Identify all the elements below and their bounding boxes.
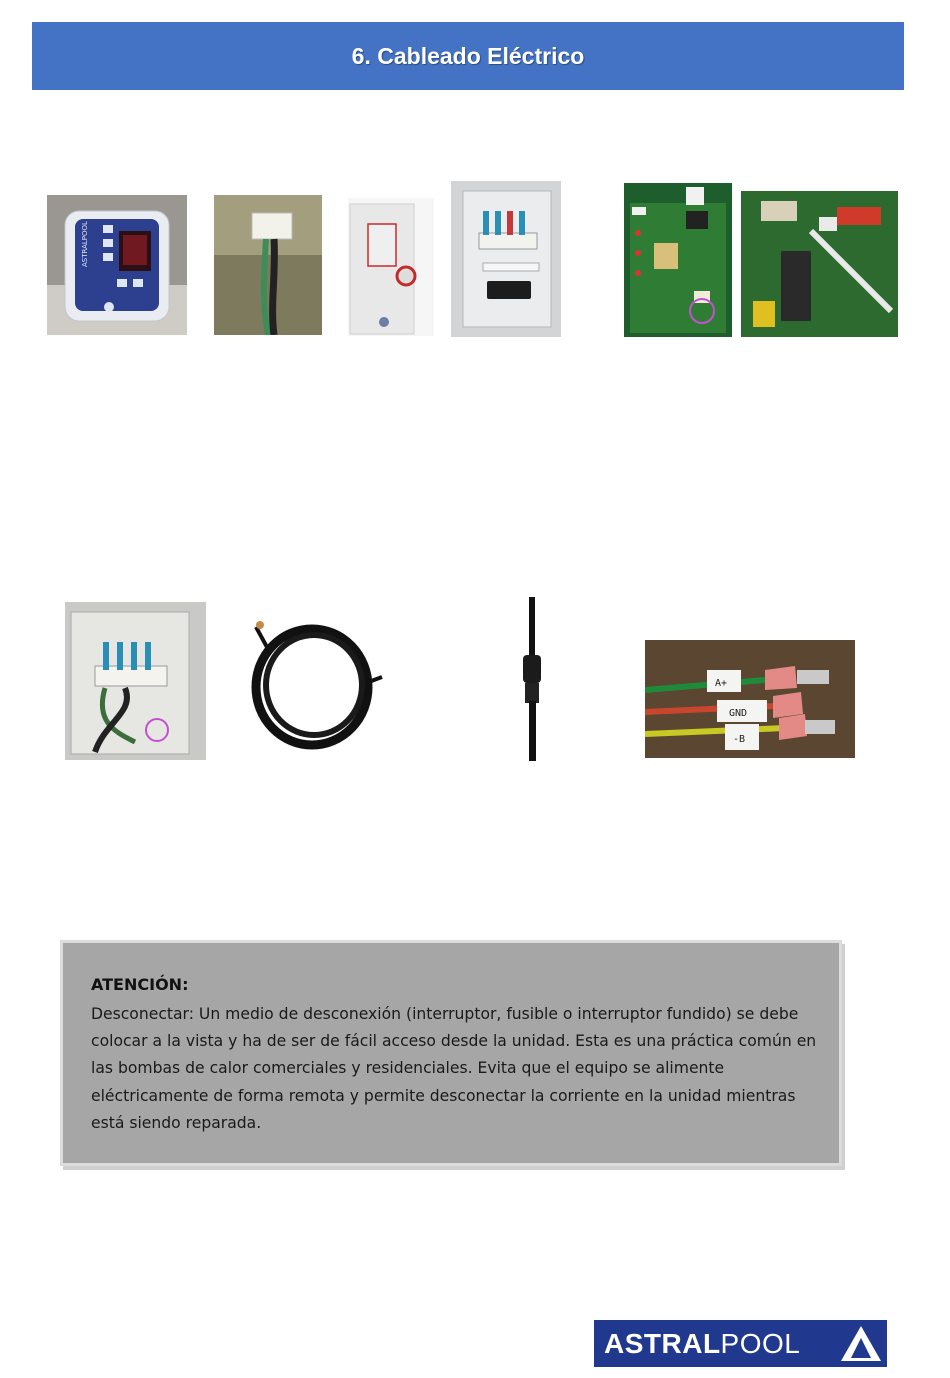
notice-title: ATENCIÓN:: [91, 975, 189, 994]
notice-body: Desconectar: Un medio de desconexión (interruptor, fusible o interruptor fundido) se debe colocar a la vista y ha de ser de fácil acceso desde la unidad. Esta es una práctica común en las bombas de calor comerciales y residenciales. Evita que el equipo se alimente eléctricamente de forma remota y permite desconectar la corriente en la unidad mientras está siendo reparada.: [91, 1005, 817, 1132]
wire-label-gnd: GND: [729, 708, 748, 719]
wire-label-a: A+: [715, 678, 728, 689]
controller-brand-text: ASTRALPOOL: [81, 221, 89, 267]
logo-mark-icon: [839, 1322, 883, 1365]
logo-bold: ASTRAL: [604, 1327, 721, 1359]
labeled-wires-photo: [645, 640, 855, 758]
cable-connector-photo: [492, 597, 572, 761]
astralpool-logo: [594, 1320, 887, 1367]
unit-side-photo: [348, 198, 434, 336]
attention-notice: [60, 940, 842, 1166]
connector-photo: [214, 195, 322, 335]
wiring-box-photo: [65, 602, 206, 760]
wire-label-b: -B: [733, 734, 746, 745]
controller-photo: [47, 195, 187, 335]
logo-light: POOL: [720, 1327, 801, 1359]
logo-wordmark: [604, 1328, 800, 1360]
circuit-board-detail-photo: [741, 191, 898, 337]
circuit-board-photo: [624, 183, 732, 337]
section-title: 6. Cableado Eléctrico: [351, 42, 585, 69]
section-header: [32, 22, 904, 90]
cable-coil-photo: [248, 613, 384, 755]
terminal-box-photo: [451, 181, 561, 337]
